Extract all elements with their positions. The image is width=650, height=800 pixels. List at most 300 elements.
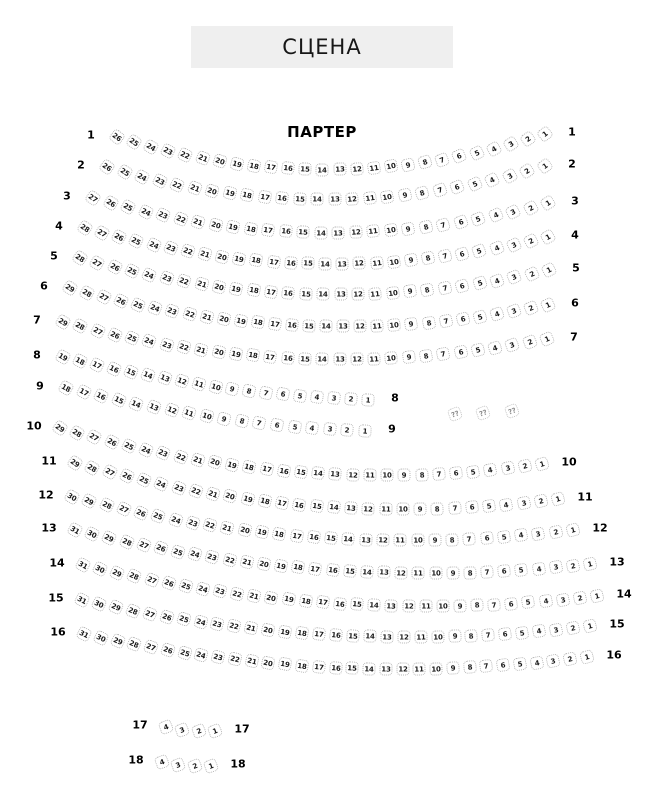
seat[interactable]: 13 (380, 630, 393, 643)
seat[interactable]: 3 (504, 337, 521, 354)
seat[interactable]: 24 (153, 475, 170, 492)
seat[interactable]: 31 (74, 556, 92, 574)
seat[interactable]: 14 (319, 319, 332, 332)
seat[interactable]: 16 (328, 660, 342, 674)
seat[interactable]: 26 (160, 575, 177, 592)
seat[interactable]: 22 (229, 586, 245, 602)
seat[interactable]: 6 (454, 246, 470, 262)
seat[interactable]: 10 (381, 469, 394, 482)
seat[interactable]: 22 (202, 517, 218, 533)
seat[interactable]: 2 (562, 651, 578, 667)
seat[interactable]: 18 (241, 459, 257, 475)
seat[interactable]: 21 (194, 150, 211, 167)
seat[interactable]: 31 (75, 625, 92, 642)
seat[interactable]: 18 (243, 221, 258, 236)
seat[interactable]: 4 (487, 207, 504, 224)
seat[interactable]: 6 (455, 311, 471, 327)
seat[interactable]: 24 (195, 580, 211, 596)
seat[interactable]: 21 (219, 520, 235, 536)
seat[interactable]: 10 (199, 408, 215, 424)
seat[interactable]: 3 (501, 167, 519, 185)
seat[interactable]: 3 (531, 526, 546, 541)
seat[interactable]: 8 (420, 282, 435, 297)
seat[interactable]: 23 (155, 445, 172, 462)
seat[interactable]: 10 (384, 351, 398, 365)
seat[interactable]: 27 (101, 463, 119, 481)
seat[interactable]: 3 (505, 236, 522, 253)
seat[interactable]: 22 (221, 551, 237, 567)
seat[interactable]: 7 (434, 151, 451, 168)
seat[interactable]: 10 (411, 534, 424, 547)
seat[interactable]: 13 (377, 566, 391, 580)
seat[interactable]: 29 (51, 419, 69, 437)
seat[interactable]: 11 (412, 567, 425, 580)
seat[interactable]: 8 (241, 383, 257, 399)
seat[interactable]: 23 (151, 172, 168, 189)
seat[interactable]: 6 (504, 596, 519, 611)
seat[interactable]: 2 (190, 723, 207, 740)
seat[interactable]: 13 (333, 163, 347, 177)
seat[interactable]: 16 (105, 360, 122, 377)
seat[interactable]: 30 (91, 560, 108, 577)
seat[interactable]: 4 (487, 340, 503, 356)
seat[interactable]: 18 (246, 283, 261, 298)
seat[interactable]: 22 (181, 306, 197, 322)
seat[interactable]: 29 (66, 454, 84, 472)
seat[interactable]: 24 (187, 546, 204, 563)
seat[interactable]: 6 (449, 179, 466, 196)
seat[interactable]: 13 (385, 599, 399, 613)
seat[interactable]: 28 (126, 636, 143, 653)
seat[interactable]: 2 (519, 130, 537, 148)
seat[interactable]: 24 (193, 647, 209, 663)
seat[interactable]: 5 (470, 342, 486, 358)
seat[interactable]: 11 (366, 160, 381, 175)
seat[interactable]: 28 (76, 219, 94, 237)
seat[interactable]: 19 (229, 156, 245, 172)
seat[interactable]: 27 (93, 224, 111, 242)
seat[interactable]: 23 (209, 616, 225, 632)
seat[interactable]: 13 (145, 399, 162, 416)
seat[interactable]: 21 (190, 214, 207, 231)
seat[interactable]: 17 (257, 190, 272, 205)
seat[interactable]: 18 (298, 593, 313, 608)
seat[interactable]: 21 (246, 588, 262, 604)
seat[interactable]: 22 (187, 482, 204, 499)
seat[interactable]: 15 (110, 392, 127, 409)
seat[interactable]: 24 (192, 614, 208, 630)
seat[interactable]: 18 (246, 348, 261, 363)
seat[interactable]: 18 (239, 188, 255, 204)
seat[interactable]: 1 (539, 228, 557, 246)
seat[interactable]: 14 (314, 226, 327, 239)
seat[interactable]: 25 (123, 262, 140, 279)
seat[interactable]: 5 (471, 275, 487, 291)
seat[interactable]: 23 (158, 270, 175, 287)
seat[interactable]: 19 (254, 524, 270, 540)
seat[interactable]: 28 (98, 497, 116, 515)
seat[interactable]: 28 (126, 568, 143, 585)
seat[interactable]: 29 (109, 564, 126, 581)
seat[interactable]: 28 (124, 602, 141, 619)
seat[interactable]: 12 (397, 630, 410, 643)
seat[interactable]: 14 (316, 163, 329, 176)
seat[interactable]: 14 (326, 500, 341, 515)
seat[interactable]: 17 (263, 349, 278, 364)
seat[interactable]: 18 (295, 625, 310, 640)
seat[interactable]: 7 (252, 415, 268, 431)
seat[interactable]: 4 (538, 594, 553, 609)
seat[interactable]: 12 (352, 256, 366, 270)
seat[interactable]: 1 (582, 556, 598, 572)
seat[interactable]: 25 (119, 199, 137, 217)
seat[interactable]: 20 (264, 590, 280, 606)
seat[interactable]: 30 (92, 629, 109, 646)
seat[interactable]: 5 (466, 175, 483, 192)
seat[interactable]: 26 (108, 128, 126, 146)
seat[interactable]: 15 (324, 531, 339, 546)
seat[interactable]: 13 (336, 257, 349, 270)
seat[interactable]: 31 (66, 521, 84, 539)
seat[interactable]: 7 (435, 216, 451, 232)
seat[interactable]: 11 (367, 352, 381, 366)
seat[interactable]: 11 (369, 255, 383, 269)
seat[interactable]: 26 (118, 468, 136, 486)
seat[interactable]: 8 (445, 533, 459, 547)
seat[interactable]: 10 (396, 503, 409, 516)
seat[interactable]: 2 (340, 423, 354, 437)
seat[interactable]: 24 (137, 441, 154, 458)
seat[interactable]: 11 (370, 319, 384, 333)
seat[interactable]: 5 (466, 464, 481, 479)
seat[interactable]: 16 (333, 596, 348, 611)
seat[interactable]: 22 (168, 176, 185, 193)
seat[interactable]: 8 (463, 566, 477, 580)
seat[interactable]: 1 (582, 618, 598, 634)
seat[interactable]: 19 (278, 624, 293, 639)
seat[interactable]: 5 (512, 657, 527, 672)
seat[interactable]: 16 (292, 497, 307, 512)
seat[interactable]: 17 (308, 561, 323, 576)
seat[interactable]: 21 (193, 342, 209, 358)
seat[interactable]: 3 (548, 622, 563, 637)
seat[interactable]: 30 (90, 595, 107, 612)
seat[interactable]: 19 (239, 491, 255, 507)
seat[interactable]: 3 (502, 135, 520, 153)
seat[interactable]: 6 (269, 417, 284, 432)
seat[interactable]: 7 (481, 628, 495, 642)
seat[interactable]: 28 (71, 249, 89, 267)
seat[interactable]: 2 (522, 232, 539, 249)
seat[interactable]: 12 (353, 319, 366, 332)
seat[interactable]: 29 (54, 313, 72, 331)
seat[interactable]: 9 (446, 566, 459, 579)
seat[interactable]: 27 (141, 605, 158, 622)
seat[interactable]: 2 (517, 458, 533, 474)
seat[interactable]: 17 (264, 160, 279, 175)
seat[interactable]: 4 (499, 497, 514, 512)
seat[interactable]: 6 (497, 564, 511, 578)
seat[interactable]: 2 (522, 300, 539, 317)
seat[interactable]: 28 (68, 424, 86, 442)
seat[interactable]: 13 (333, 353, 346, 366)
seat[interactable]: 12 (376, 533, 390, 547)
seat[interactable]: 4 (158, 719, 175, 736)
seat[interactable]: 27 (89, 322, 107, 340)
seat[interactable]: 10 (429, 567, 442, 580)
seat[interactable]: 24 (137, 203, 154, 220)
seat[interactable]: 12 (349, 225, 363, 239)
seat[interactable]: 15 (301, 256, 315, 270)
seat[interactable]: 9 (413, 502, 426, 515)
seat[interactable]: 23 (204, 549, 220, 565)
seat[interactable]: 17 (266, 254, 281, 269)
seat[interactable]: 2 (521, 334, 538, 351)
seat[interactable]: 8 (418, 348, 433, 363)
seat[interactable]: 23 (160, 142, 178, 160)
seat[interactable]: 10 (385, 285, 400, 300)
seat[interactable]: 29 (61, 279, 79, 297)
seat[interactable]: 4 (305, 421, 320, 436)
seat[interactable]: 2 (186, 758, 203, 775)
seat[interactable]: 27 (143, 571, 160, 588)
seat[interactable]: 7 (480, 565, 494, 579)
seat[interactable]: 29 (107, 599, 124, 616)
seat[interactable]: 9 (224, 381, 240, 397)
seat[interactable]: 7 (437, 248, 453, 264)
seat[interactable]: 17 (88, 356, 105, 373)
seat[interactable]: 13 (344, 501, 358, 515)
seat[interactable]: 20 (261, 622, 276, 637)
seat[interactable]: 1 (539, 194, 557, 212)
seat[interactable]: 2 (565, 558, 580, 573)
seat[interactable]: 8 (414, 185, 430, 201)
seat[interactable]: 15 (122, 364, 139, 381)
seat[interactable]: 19 (229, 281, 245, 297)
seat[interactable]: 20 (237, 522, 253, 538)
seat[interactable]: 1 (565, 522, 581, 538)
seat[interactable]: 18 (250, 315, 265, 330)
seat[interactable]: 23 (154, 207, 171, 224)
seat[interactable]: 15 (294, 465, 309, 480)
seat[interactable]: 6 (449, 466, 464, 481)
seat[interactable]: 26 (152, 540, 169, 557)
seat[interactable]: 21 (239, 554, 255, 570)
seat[interactable]: 26 (98, 158, 116, 176)
seat[interactable]: 27 (84, 189, 102, 207)
seat[interactable]: 15 (302, 319, 316, 333)
seat[interactable]: 13 (337, 320, 350, 333)
seat[interactable]: 24 (141, 266, 158, 283)
seat[interactable]: 13 (379, 662, 392, 675)
seat[interactable]: 25 (175, 611, 191, 627)
seat[interactable]: 23 (162, 240, 179, 257)
seat[interactable]: 19 (225, 219, 241, 235)
seat[interactable]: 12 (350, 352, 363, 365)
seat[interactable]: 9 (400, 221, 415, 236)
seat[interactable]: 21 (189, 451, 206, 468)
seat[interactable]: 17 (75, 384, 93, 402)
seat[interactable]: 5 (468, 144, 485, 161)
seat[interactable]: 12 (351, 287, 365, 301)
seat[interactable]: 25 (135, 472, 152, 489)
seat[interactable]: 25 (170, 543, 187, 560)
seat[interactable]: 2 (523, 265, 540, 282)
seat[interactable]: 16 (275, 191, 289, 205)
seat[interactable]: 7 (447, 501, 461, 515)
seat[interactable]: 14 (311, 466, 326, 481)
seat[interactable]: 17 (264, 284, 279, 299)
seat[interactable]: 8 (418, 219, 434, 235)
seat[interactable]: 12 (163, 402, 180, 419)
seat[interactable]: 24 (147, 300, 164, 317)
seat[interactable]: 2 (548, 524, 564, 540)
seat[interactable]: 10 (431, 630, 444, 643)
seat[interactable]: 25 (177, 578, 194, 595)
seat[interactable]: 20 (211, 153, 228, 170)
seat[interactable]: 7 (437, 280, 453, 296)
seat[interactable]: 8 (415, 468, 429, 482)
seat[interactable]: 14 (362, 662, 376, 676)
seat[interactable]: 11 (394, 534, 407, 547)
seat[interactable]: 17 (261, 223, 276, 238)
seat[interactable]: 21 (244, 620, 260, 636)
seat[interactable]: 9 (448, 629, 462, 643)
seat[interactable]: 26 (160, 642, 177, 659)
seat[interactable]: 20 (211, 344, 227, 360)
seat[interactable]: 26 (106, 258, 124, 276)
seat[interactable]: 3 (516, 495, 531, 510)
seat[interactable]: 9 (446, 661, 460, 675)
seat[interactable]: 4 (532, 624, 547, 639)
seat[interactable]: 22 (176, 339, 192, 355)
seat[interactable]: 4 (488, 240, 505, 257)
seat[interactable]: 19 (222, 185, 238, 201)
seat[interactable]: 29 (101, 529, 118, 546)
seat[interactable]: 17 (289, 528, 304, 543)
seat[interactable]: 25 (128, 232, 145, 249)
seat[interactable]: 5 (472, 309, 488, 325)
seat[interactable]: 23 (185, 514, 202, 531)
seat[interactable]: 14 (360, 565, 374, 579)
seat[interactable]: 11 (190, 376, 206, 392)
seat[interactable]: 14 (139, 367, 156, 384)
seat[interactable]: 5 (514, 563, 529, 578)
seat[interactable]: 27 (143, 639, 160, 656)
seat[interactable]: 30 (63, 488, 81, 506)
seat[interactable]: 19 (228, 346, 243, 361)
seat[interactable]: 19 (273, 558, 288, 573)
seat[interactable]: 10 (386, 254, 401, 269)
seat[interactable]: 18 (257, 493, 273, 509)
seat[interactable]: 6 (451, 148, 468, 165)
seat[interactable]: 26 (102, 194, 120, 212)
seat[interactable]: 19 (278, 657, 293, 672)
seat[interactable]: 7 (479, 659, 494, 674)
seat[interactable]: 2 (522, 199, 540, 217)
seat[interactable]: 27 (86, 429, 104, 447)
seat[interactable]: 18 (246, 158, 262, 174)
seat[interactable]: 2 (533, 493, 549, 509)
seat[interactable]: 19 (281, 592, 296, 607)
seat[interactable]: 11 (363, 468, 376, 481)
seat[interactable]: 27 (88, 254, 106, 272)
seat[interactable]: 11 (413, 662, 426, 675)
seat[interactable]: 4 (514, 528, 529, 543)
seat[interactable]: 15 (350, 597, 364, 611)
seat[interactable]: 15 (299, 287, 313, 301)
seat[interactable]: 16 (285, 318, 299, 332)
seat[interactable]: 5 (482, 499, 497, 514)
seat[interactable]: 20 (216, 311, 232, 327)
seat[interactable]: 16 (306, 529, 321, 544)
seat[interactable]: 12 (173, 373, 190, 390)
seat[interactable]: 4 (529, 655, 544, 670)
seat[interactable]: 6 (479, 531, 494, 546)
seat[interactable]: 7 (432, 467, 446, 481)
seat[interactable]: 8 (430, 502, 444, 516)
seat[interactable]: 11 (181, 405, 198, 422)
seat[interactable]: 2 (344, 392, 358, 406)
seat[interactable]: 8 (234, 413, 250, 429)
seat[interactable]: 23 (164, 303, 181, 320)
seat[interactable]: 5 (293, 388, 308, 403)
seat[interactable]: 24 (141, 333, 158, 350)
seat[interactable]: 5 (521, 595, 536, 610)
seat[interactable]: 29 (80, 493, 98, 511)
seat[interactable]: 18 (57, 379, 75, 397)
seat[interactable]: 25 (125, 133, 143, 151)
seat[interactable]: 20 (204, 183, 220, 199)
seat[interactable]: 19 (224, 457, 240, 473)
seat[interactable]: 13 (328, 467, 342, 481)
seat[interactable]: 1 (207, 723, 224, 740)
seat[interactable]: 4 (488, 272, 505, 289)
seat[interactable]: 8 (464, 629, 478, 643)
seat[interactable]: 22 (177, 146, 194, 163)
seat[interactable]: 11 (414, 630, 427, 643)
seat[interactable]: 15 (309, 499, 324, 514)
seat[interactable]: 24 (167, 511, 184, 528)
seat[interactable]: 7 (462, 532, 476, 546)
seat[interactable]: 6 (454, 278, 470, 294)
seat[interactable]: 14 (316, 352, 329, 365)
seat[interactable]: 17 (312, 627, 327, 642)
seat[interactable]: 4 (531, 561, 546, 576)
seat[interactable]: 11 (419, 600, 432, 613)
seat[interactable]: 4 (485, 140, 503, 158)
seat[interactable]: 9 (404, 316, 419, 331)
seat[interactable]: 1 (550, 491, 566, 507)
seat[interactable]: 15 (342, 564, 356, 578)
seat[interactable]: 14 (367, 598, 381, 612)
seat[interactable]: 16 (276, 463, 291, 478)
seat[interactable]: 17 (274, 495, 290, 511)
seat[interactable]: 8 (463, 660, 477, 674)
seat[interactable]: 15 (293, 192, 307, 206)
seat[interactable]: 1 (589, 588, 605, 604)
seat[interactable]: 23 (170, 479, 187, 496)
seat[interactable]: 14 (311, 193, 324, 206)
seat[interactable]: 19 (232, 251, 248, 267)
seat[interactable]: 12 (345, 192, 359, 206)
seat[interactable]: 6 (452, 214, 469, 231)
seat[interactable]: 31 (73, 591, 90, 608)
seat[interactable]: 14 (316, 287, 329, 300)
seat[interactable]: 3 (505, 303, 522, 320)
seat[interactable]: 1 (358, 424, 372, 438)
seat[interactable]: 3 (500, 460, 516, 476)
